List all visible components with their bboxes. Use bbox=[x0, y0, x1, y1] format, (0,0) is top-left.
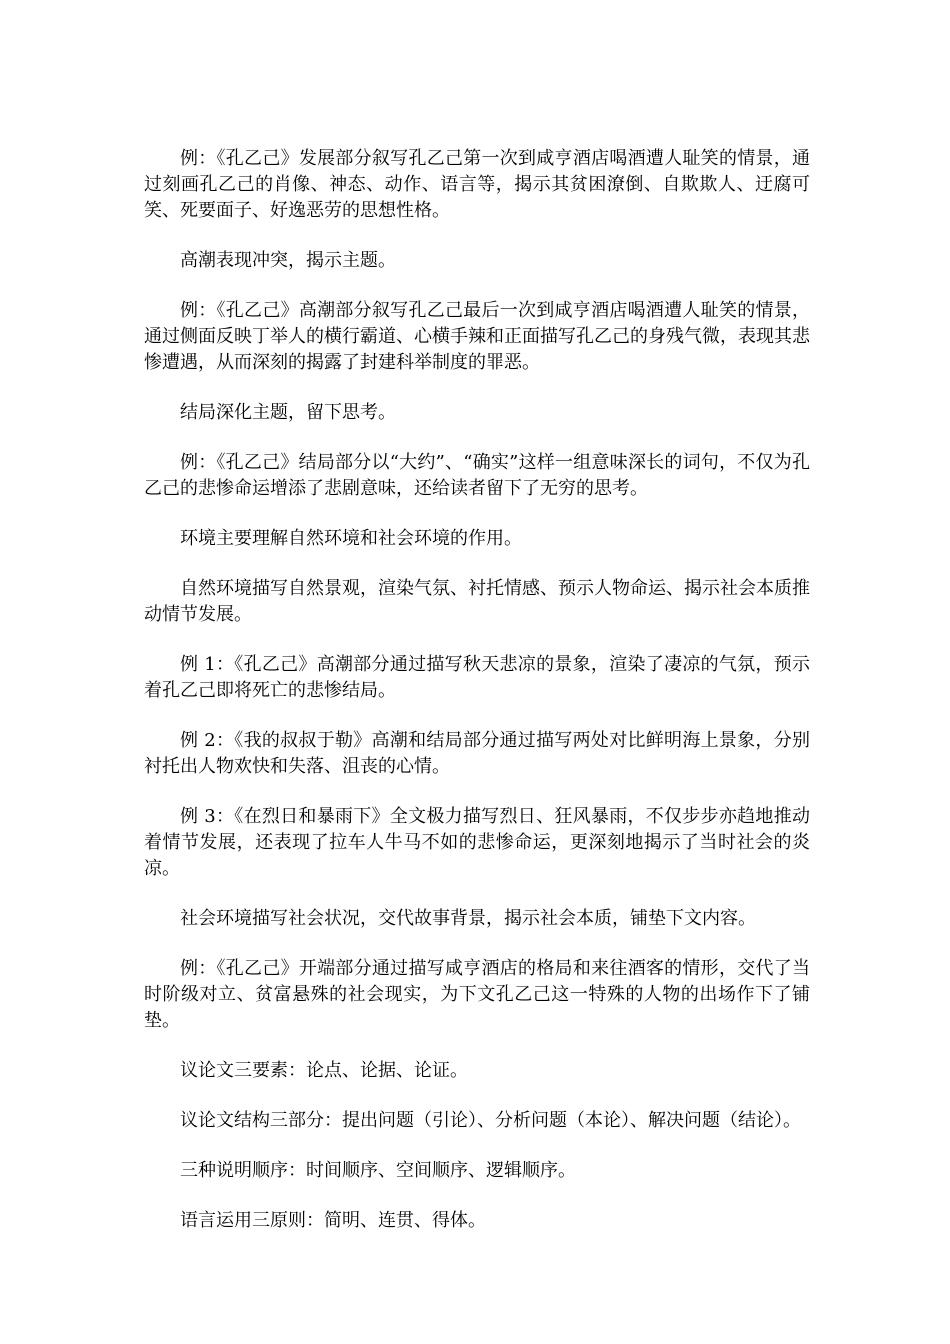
paragraph-environment-rule: 环境主要理解自然环境和社会环境的作用。 bbox=[180, 528, 522, 549]
paragraph-argument-structure: 议论文结构三部分：提出问题（引论）、分析问题（本论）、解决问题（结论）。 bbox=[180, 1110, 801, 1131]
paragraph-example-2: 例 2：《我的叔叔于勒》高潮和结局部分通过描写两处对比鲜明海上景象，分别衬托出人物欢快和失落、沮丧的心情。 bbox=[144, 730, 810, 777]
paragraph-argument-elements: 议论文三要素：论点、论据、论证。 bbox=[180, 1060, 468, 1081]
paragraph-example-development: 例：《孔乙己》发展部分叙写孔乙己第一次到咸亨酒店喝酒遭人耻笑的情景，通过刻画孔乙己的肖像、神态、动作、语言等，揭示其贫困潦倒、自欺欺人、迂腐可笑、死要面子、好逸恶劳的思想性格。 bbox=[144, 148, 810, 221]
paragraph-example-social: 例：《孔乙己》开端部分通过描写咸亨酒店的格局和来往酒客的情形，交代了当时阶级对立、贫富悬殊的社会现实，为下文孔乙己这一特殊的人物的出场作下了铺垫。 bbox=[144, 958, 810, 1031]
document-page bbox=[144, 146, 810, 1258]
paragraph-ending-rule: 结局深化主题，留下思考。 bbox=[180, 402, 396, 423]
paragraph-example-3: 例 3：《在烈日和暴雨下》全文极力描写烈日、狂风暴雨，不仅步步亦趋地推动着情节发展，还表现了拉车人牛马不如的悲惨命运，更深刻地揭示了当时社会的炎凉。 bbox=[144, 806, 810, 879]
paragraph-explanation-order: 三种说明顺序：时间顺序、空间顺序、逻辑顺序。 bbox=[180, 1160, 576, 1181]
paragraph-example-ending: 例：《孔乙己》结局部分以“大约”、“确实”这样一组意味深长的词句，不仅为孔乙己的悲惨命运增添了悲剧意味，还给读者留下了无穷的思考。 bbox=[144, 452, 810, 499]
paragraph-climax-rule: 高潮表现冲突，揭示主题。 bbox=[180, 250, 396, 271]
paragraph-example-climax: 例：《孔乙己》高潮部分叙写孔乙己最后一次到咸亨酒店喝酒遭人耻笑的情景，通过侧面反映丁举人的横行霸道、心横手辣和正面描写孔乙己的身残气微，表现其悲惨遭遇，从而深刻的揭露了封建科举制度的罪恶。 bbox=[144, 300, 810, 373]
paragraph-language-principles: 语言运用三原则：简明、连贯、得体。 bbox=[180, 1210, 486, 1231]
paragraph-example-1: 例 1：《孔乙己》高潮部分通过描写秋天悲凉的景象，渲染了凄凉的气氛，预示着孔乙己即将死亡的悲惨结局。 bbox=[144, 654, 810, 701]
paragraph-social-environment: 社会环境描写社会状况，交代故事背景，揭示社会本质，铺垫下文内容。 bbox=[180, 908, 756, 929]
paragraph-natural-environment: 自然环境描写自然景观，渲染气氛、衬托情感、预示人物命运、揭示社会本质推动情节发展。 bbox=[144, 578, 810, 625]
